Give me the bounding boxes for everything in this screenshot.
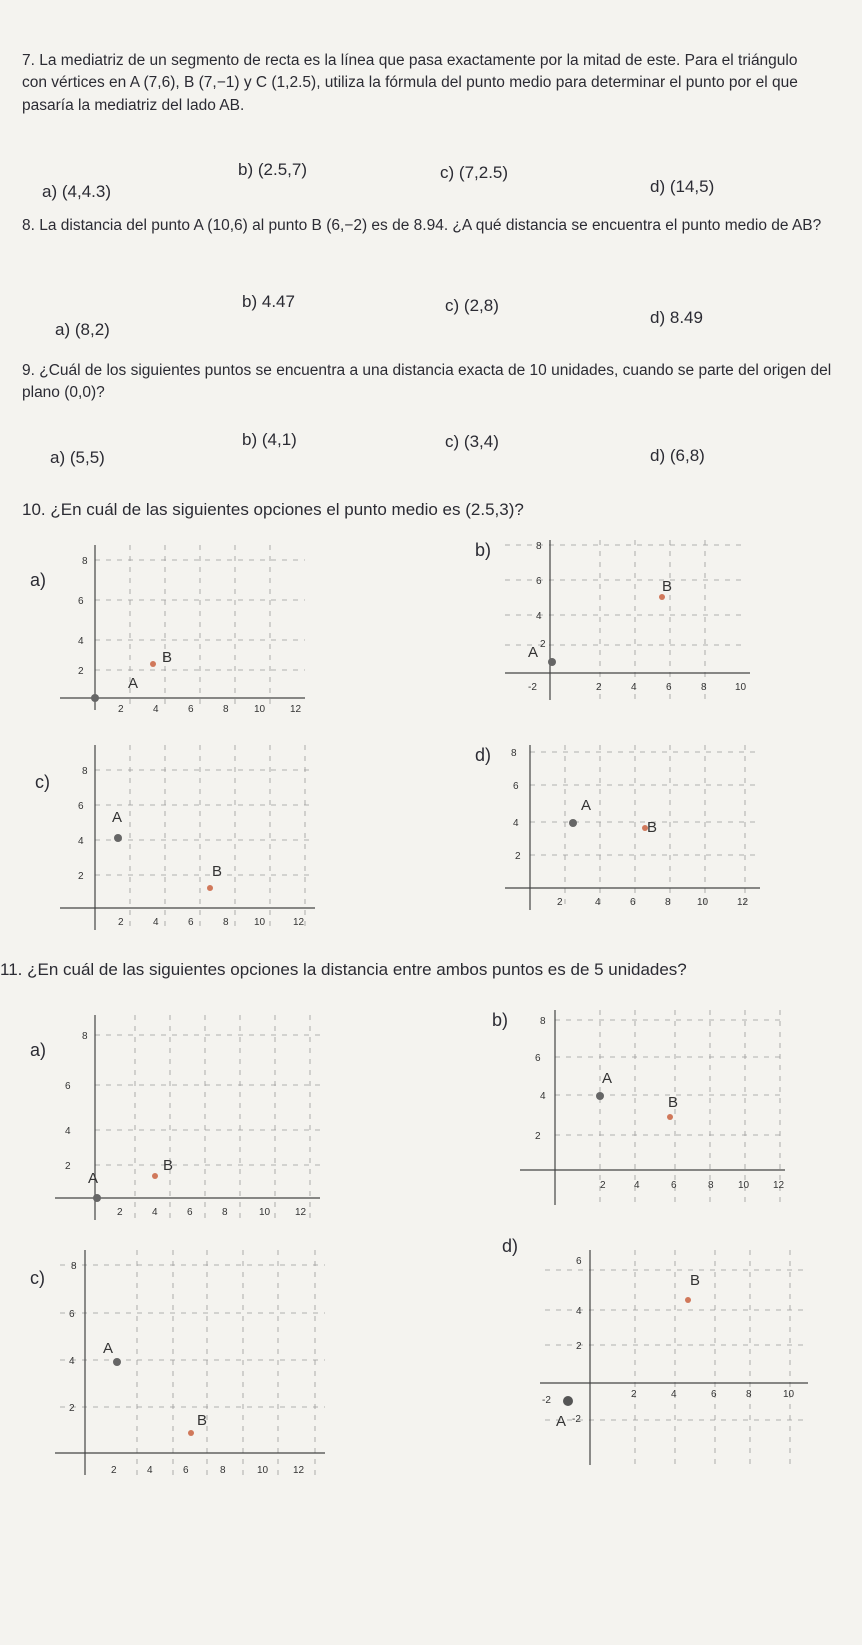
q10-option-d-label[interactable]: d) xyxy=(475,745,492,765)
point-b-label: B xyxy=(197,1412,208,1429)
y-tick: 6 xyxy=(535,1053,541,1064)
x-tick: 10 xyxy=(697,897,709,908)
y-tick: 2 xyxy=(78,871,84,882)
option-value: (14,5) xyxy=(669,177,715,196)
option-value: (7,2.5) xyxy=(458,163,509,182)
y-tick: 2 xyxy=(535,1131,541,1142)
question-9 xyxy=(22,360,842,405)
q9-option-b[interactable] xyxy=(242,430,297,450)
point-b-label: B xyxy=(690,1272,701,1289)
x-tick: 10 xyxy=(735,682,747,693)
x-tick: 2 xyxy=(111,1465,117,1476)
q10-graph-a[interactable] xyxy=(60,540,310,715)
x-tick: 8 xyxy=(665,897,671,908)
question-10-text: ¿En cuál de las siguientes opciones el punto medio es (2.5,3)? xyxy=(50,500,524,519)
option-value: (2.5,7) xyxy=(257,160,307,179)
question-9-text: ¿Cuál de los siguientes puntos se encuentra a una distancia exacta de 10 unidades, cuando se parte del origen del plano (0,0)? xyxy=(22,362,832,402)
x-tick: 8 xyxy=(746,1389,752,1400)
option-letter: b) xyxy=(242,430,258,449)
y-tick: 6 xyxy=(69,1309,75,1320)
y-tick: 2 xyxy=(540,639,546,650)
x-tick: 8 xyxy=(701,682,707,693)
x-tick: 4 xyxy=(153,704,159,715)
y-tick: 4 xyxy=(540,1091,546,1102)
option-value: 4.47 xyxy=(261,292,295,311)
y-tick: 2 xyxy=(69,1403,75,1414)
x-tick: 12 xyxy=(293,917,305,928)
option-letter: a) xyxy=(50,448,66,467)
y-tick: 2 xyxy=(576,1341,582,1352)
point-b-dot xyxy=(152,1173,158,1179)
q9-option-c[interactable] xyxy=(445,432,499,452)
point-a-dot xyxy=(93,1194,101,1202)
y-tick: 4 xyxy=(78,636,84,647)
point-a-label: A xyxy=(88,1170,99,1187)
point-a-dot xyxy=(91,694,99,702)
question-10 xyxy=(22,498,842,523)
q9-option-a[interactable] xyxy=(50,448,105,468)
x-tick: 4 xyxy=(671,1389,677,1400)
x-tick: 8 xyxy=(708,1180,714,1191)
x-tick: 12 xyxy=(737,897,749,908)
q9-option-d[interactable] xyxy=(650,446,705,466)
question-8 xyxy=(22,215,822,237)
x-tick: 6 xyxy=(671,1180,677,1191)
point-a-dot xyxy=(548,658,556,666)
point-a-label: A xyxy=(528,644,539,661)
x-tick: 2 xyxy=(117,1207,123,1218)
y-tick: 8 xyxy=(82,1031,88,1042)
x-tick: 4 xyxy=(152,1207,158,1218)
q11-option-b-label[interactable]: b) xyxy=(492,1010,509,1030)
x-tick: 4 xyxy=(153,917,159,928)
q11-option-a-label[interactable]: a) xyxy=(30,1040,47,1060)
x-tick: 6 xyxy=(666,682,672,693)
q11-graph-a[interactable] xyxy=(55,1010,325,1225)
point-b-label: B xyxy=(163,1157,174,1174)
y-tick: 2 xyxy=(515,851,521,862)
y-tick: 6 xyxy=(513,781,519,792)
q8-option-d[interactable] xyxy=(650,308,703,328)
x-tick: 2 xyxy=(118,704,124,715)
grid-lines xyxy=(95,545,305,710)
x-tick: 2 xyxy=(600,1180,606,1191)
x-tick: 10 xyxy=(783,1389,795,1400)
x-tick: 6 xyxy=(188,704,194,715)
q11-graph-b[interactable] xyxy=(520,1005,790,1210)
point-a-dot xyxy=(569,819,577,827)
q8-option-b[interactable] xyxy=(242,292,295,312)
y-tick: 6 xyxy=(536,576,542,587)
question-7-text: La mediatriz de un segmento de recta es la línea que pasa exactamente por la mitad de este. Para el triángulo con vértices en A (7,6), B (7,−1) y C (1,2.5), utiliza la fórmula del punto medio para determinar el punto por el que pasaría la mediatriz del lado AB. xyxy=(22,52,798,114)
question-8-number: 8. xyxy=(22,217,35,234)
q11-option-d-label[interactable]: d) xyxy=(502,1236,519,1256)
grid-lines xyxy=(545,1250,805,1465)
option-letter: d) xyxy=(650,177,666,196)
x-tick: 8 xyxy=(220,1465,226,1476)
x-tick: 2 xyxy=(596,682,602,693)
q10-option-a-label[interactable]: a) xyxy=(30,570,47,590)
x-tick: 4 xyxy=(634,1180,640,1191)
x-tick: 2 xyxy=(557,897,563,908)
y-tick: 4 xyxy=(65,1126,71,1137)
point-a-label: A xyxy=(581,797,592,814)
option-letter: c) xyxy=(445,296,460,315)
question-7 xyxy=(22,50,822,117)
x-tick: 12 xyxy=(290,704,302,715)
y-tick: 8 xyxy=(82,556,88,567)
point-b-dot xyxy=(207,885,213,891)
grid-lines xyxy=(95,1015,320,1220)
x-tick: 6 xyxy=(711,1389,717,1400)
grid-lines xyxy=(95,745,315,930)
q10-graph-d[interactable] xyxy=(505,740,765,920)
option-value: (8,2) xyxy=(74,320,110,339)
x-tick: 4 xyxy=(147,1465,153,1476)
point-b-label: B xyxy=(647,819,658,836)
q8-option-a[interactable] xyxy=(55,320,110,340)
q8-option-c[interactable] xyxy=(445,296,499,316)
point-b-label: B xyxy=(662,578,673,595)
y-tick: 8 xyxy=(536,541,542,552)
point-a-label: A xyxy=(602,1070,613,1087)
q10-option-c-label[interactable]: c) xyxy=(35,772,50,792)
point-a-dot xyxy=(113,1358,121,1366)
point-b-label: B xyxy=(162,649,173,666)
x-tick: 10 xyxy=(259,1207,271,1218)
point-a-dot xyxy=(596,1092,604,1100)
question-9-number: 9. xyxy=(22,362,35,379)
question-10-number: 10. xyxy=(22,500,46,519)
x-tick: 8 xyxy=(222,1207,228,1218)
option-letter: c) xyxy=(440,163,455,182)
question-11-number: 11. xyxy=(0,960,23,979)
y-tick: -2 xyxy=(542,1395,551,1406)
x-tick: 6 xyxy=(188,917,194,928)
x-tick: 12 xyxy=(293,1465,305,1476)
question-11-text: ¿En cuál de las siguientes opciones la distancia entre ambos puntos es de 5 unidades? xyxy=(27,960,687,979)
x-tick: 12 xyxy=(773,1180,785,1191)
y-tick: 6 xyxy=(78,596,84,607)
option-value: (6,8) xyxy=(669,446,705,465)
y-tick: 4 xyxy=(576,1306,582,1317)
y-tick: 4 xyxy=(536,611,542,622)
point-a-label: A xyxy=(112,809,123,826)
x-tick: 6 xyxy=(183,1465,189,1476)
point-a-label: A xyxy=(556,1413,567,1430)
x-tick: 10 xyxy=(738,1180,750,1191)
x-tick: 8 xyxy=(223,917,229,928)
y-tick: 4 xyxy=(69,1356,75,1367)
option-letter: d) xyxy=(650,308,666,327)
y-tick: 2 xyxy=(65,1161,71,1172)
y-tick: 4 xyxy=(78,836,84,847)
x-tick: 10 xyxy=(257,1465,269,1476)
q7-option-a[interactable] xyxy=(42,182,111,202)
option-value: 8.49 xyxy=(669,308,703,327)
option-letter: b) xyxy=(242,292,258,311)
x-tick: 6 xyxy=(630,897,636,908)
point-a-label: A xyxy=(103,1340,114,1357)
option-letter: a) xyxy=(42,182,58,201)
option-value: (3,4) xyxy=(463,432,499,451)
q11-graph-c[interactable] xyxy=(55,1245,330,1485)
y-tick: 8 xyxy=(71,1261,77,1272)
option-value: (2,8) xyxy=(463,296,499,315)
x-tick: 8 xyxy=(223,704,229,715)
q10-graph-b[interactable] xyxy=(500,535,750,715)
y-tick: 8 xyxy=(511,748,517,759)
q11-graph-d[interactable] xyxy=(540,1245,810,1470)
x-tick: 2 xyxy=(631,1389,637,1400)
y-tick: 8 xyxy=(82,766,88,777)
point-b-dot xyxy=(667,1114,673,1120)
q7-option-c[interactable] xyxy=(440,163,508,183)
point-a-dot xyxy=(114,834,122,842)
x-tick: 12 xyxy=(295,1207,307,1218)
q7-option-d[interactable] xyxy=(650,177,714,197)
option-value: (5,5) xyxy=(69,448,105,467)
x-tick: 4 xyxy=(595,897,601,908)
option-letter: b) xyxy=(238,160,254,179)
option-value: (4,4.3) xyxy=(61,182,111,201)
y-tick: 6 xyxy=(78,801,84,812)
option-letter: c) xyxy=(445,432,460,451)
point-b-label: B xyxy=(212,863,223,880)
x-tick: 2 xyxy=(118,917,124,928)
grid-lines xyxy=(60,1250,325,1475)
question-11 xyxy=(0,958,862,983)
point-b-dot xyxy=(188,1430,194,1436)
question-8-text: La distancia del punto A (10,6) al punto B (6,−2) es de 8.94. ¿A qué distancia se encuentra el punto medio de AB? xyxy=(39,217,822,234)
q11-option-c-label[interactable]: c) xyxy=(30,1268,45,1288)
point-b-dot xyxy=(685,1297,691,1303)
point-b-label: B xyxy=(668,1094,679,1111)
y-tick: 2 xyxy=(78,666,84,677)
point-b-dot xyxy=(150,661,156,667)
question-7-number: 7. xyxy=(22,52,35,69)
x-tick: 10 xyxy=(254,917,266,928)
y-tick: 6 xyxy=(65,1081,71,1092)
q7-option-b[interactable] xyxy=(238,160,307,180)
point-a-label: A xyxy=(128,675,139,692)
option-letter: d) xyxy=(650,446,666,465)
y-tick: 4 xyxy=(513,818,519,829)
x-tick: 6 xyxy=(187,1207,193,1218)
q10-option-b-label[interactable]: b) xyxy=(475,540,492,560)
point-a-dot xyxy=(563,1396,573,1406)
option-letter: a) xyxy=(55,320,71,339)
option-value: (4,1) xyxy=(261,430,297,449)
y-tick: 8 xyxy=(540,1016,546,1027)
x-tick: 10 xyxy=(254,704,266,715)
x-tick: 4 xyxy=(631,682,637,693)
q10-graph-c[interactable] xyxy=(60,740,320,940)
x-tick: -2 xyxy=(528,682,537,693)
y-tick: 6 xyxy=(576,1256,582,1267)
y-tick: -2 xyxy=(572,1414,581,1425)
